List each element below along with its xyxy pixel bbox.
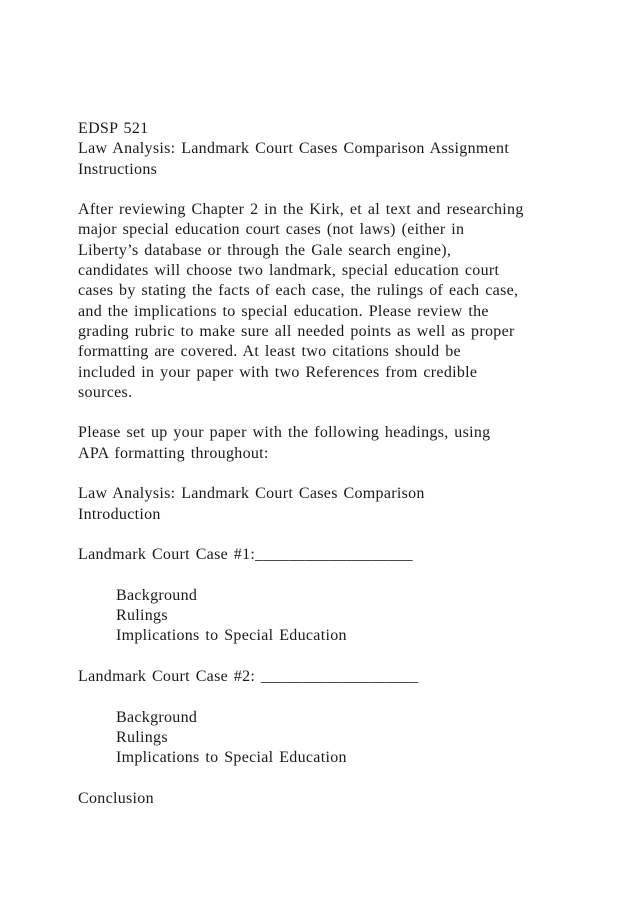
spacer [78, 687, 598, 707]
paragraph-line: sources. [78, 383, 133, 401]
outline-conclusion: Conclusion [78, 789, 154, 807]
paragraph-line: APA formatting throughout: [78, 444, 269, 462]
paragraph-line: cases by stating the facts of each case, the rulings of each case, [78, 282, 519, 300]
assignment-title: Law Analysis: Landmark Court Cases Comparison Assignment [78, 140, 510, 158]
assignment-subtitle: Instructions [78, 160, 158, 178]
paragraph-line: major special education court cases (not laws) (either in [78, 221, 465, 239]
spacer [78, 403, 598, 423]
paragraph-line: Liberty’s database or through the Gale search engine), [78, 241, 452, 259]
spacer [78, 464, 598, 484]
paragraph-line: After reviewing Chapter 2 in the Kirk, et al text and researching [78, 201, 524, 219]
spacer [78, 647, 598, 667]
case1-background: Background [116, 586, 198, 604]
document-body [78, 119, 598, 809]
spacer [78, 769, 598, 789]
case1-rulings: Rulings [116, 607, 168, 625]
paragraph-line: grading rubric to make sure all needed points as well as proper [78, 322, 515, 340]
paragraph-line: and the implications to special education. Please review the [78, 302, 489, 320]
instructions-paragraph [78, 200, 598, 403]
paragraph-line: formatting are covered. At least two citations should be [78, 343, 461, 361]
case1-implications: Implications to Special Education [116, 627, 347, 645]
case1-label: Landmark Court Case #1:___________________ [78, 546, 413, 564]
case2-rulings: Rulings [116, 728, 168, 746]
case2-label: Landmark Court Case #2: ___________________ [78, 668, 419, 686]
outline-introduction: Introduction [78, 505, 161, 523]
spacer [78, 180, 598, 200]
paragraph-line: Please set up your paper with the following headings, using [78, 424, 491, 442]
spacer [78, 566, 598, 586]
paragraph-line: candidates will choose two landmark, special education court [78, 262, 500, 280]
paragraph-line: included in your paper with two References from credible [78, 363, 478, 381]
case2-implications: Implications to Special Education [116, 749, 347, 767]
case2-background: Background [116, 708, 198, 726]
course-code: EDSP 521 [78, 120, 149, 137]
outline-heading: Law Analysis: Landmark Court Cases Comparison [78, 485, 425, 503]
setup-paragraph [78, 423, 598, 464]
spacer [78, 525, 598, 545]
